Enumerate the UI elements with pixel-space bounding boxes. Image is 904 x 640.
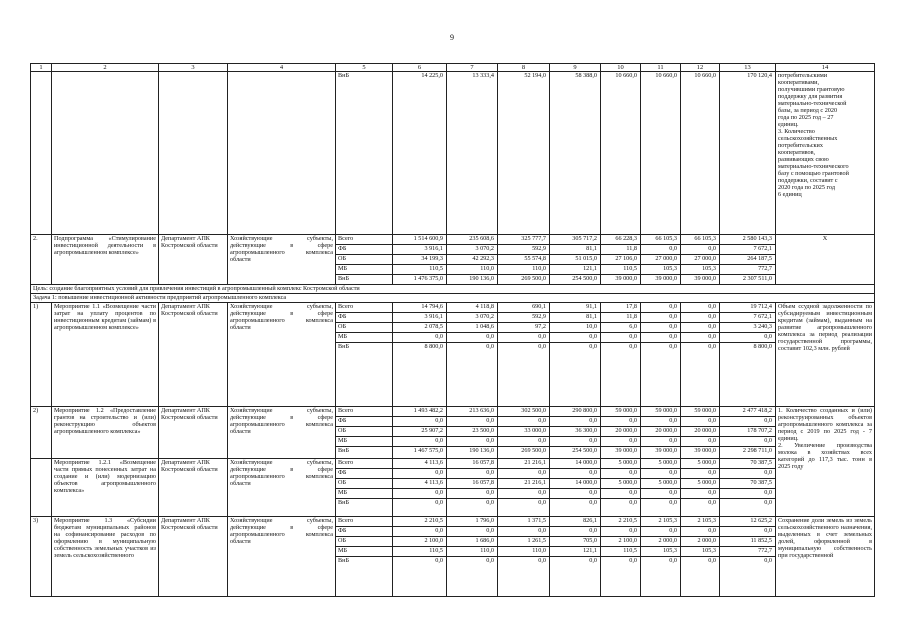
participants: Хозяйствующие субъекты, действующие в сфере агропромышленного комплекса области [228,517,336,597]
value-cell: 2 210,5 [601,517,641,527]
value-cell: 0,0 [447,469,498,479]
source-cell: МБ [336,489,393,499]
value-cell: 0,0 [641,489,681,499]
value-cell: 5 000,0 [681,479,720,489]
value-cell: 55 574,8 [498,255,550,265]
value-cell: 25 907,2 [393,427,447,437]
header-cell: 6 [393,64,447,72]
executor: Департамент АПК Костромской области [159,407,228,459]
value-cell: 110,0 [447,547,498,557]
expected-result: Объем ссудной задолженности по субсидируемым инвестиционным кредитам (займам), выданным на развитие агропромышленного комплекса за период реализации государственной программы, составит 102,3 млн. рублей [776,303,875,407]
value-cell: 0,0 [720,333,776,343]
source-cell: ОБ [336,427,393,437]
value-cell: 0,0 [550,527,601,537]
value-cell: 105,3 [681,547,720,557]
value-cell: 2 105,3 [681,517,720,527]
value-cell: 0,0 [641,557,681,597]
source-cell: ОБ [336,537,393,547]
value-cell: 305 717,2 [550,235,601,245]
goal-text: Цель: создание благоприятных условий для привлечения инвестиций в агропромышленный комплекс Костромской области [31,285,875,294]
value-cell: 0,0 [393,469,447,479]
value-cell: 0,0 [681,527,720,537]
goal-row [31,285,875,294]
value-cell: 0,0 [550,489,601,499]
value-cell: 58 388,0 [550,72,601,235]
value-cell: 3 240,3 [720,323,776,333]
header-cell: 9 [550,64,601,72]
value-cell: 1 493 482,2 [393,407,447,417]
value-cell: 66 105,3 [641,235,681,245]
value-cell: 10 660,0 [601,72,641,235]
value-cell: 1 514 600,9 [393,235,447,245]
value-cell: 3 070,2 [447,313,498,323]
header-cell: 5 [336,64,393,72]
value-cell: 0,0 [720,437,776,447]
value-cell: 5 000,0 [641,459,681,469]
header-cell: 4 [228,64,336,72]
expected-result: потребительскими кооперативами, получившими грантовую поддержку для развития материально-технической базы, за период с 2020 года по 2025 год – 27 единиц. 3. Количество сельскохозяйственных потребительских кооперативов, развивающих свою материально-технического базу с помощью грантовой поддержки, составит с 2020 года по 2025 год 6 единиц [776,72,875,235]
value-cell: 0,0 [681,343,720,407]
measure-name: Мероприятие 1.3 «Субсидии бюджетам муниципальных районов на софинансирование расходов по оформлению в муниципальную собственность земельных участков из земель сельскохозяйственного [52,517,159,597]
value-cell: 0,0 [550,437,601,447]
expected-result: Сохранение доли земель из земель сельскохозяйственного назначения, выделенных в счет земельных долей, оформленной в муниципальную собственность при государственной [776,517,875,597]
header-cell: 1 [31,64,52,72]
participants: Хозяйствующие субъекты, действующие в сфере агропромышленного комплекса области [228,303,336,407]
value-cell: 59 000,0 [641,407,681,417]
value-cell: 0,0 [681,245,720,255]
value-cell: 0,0 [681,557,720,597]
source-cell: ВнБ [336,447,393,459]
executor: Департамент АПК Костромской области [159,235,228,285]
value-cell: 11,8 [601,313,641,323]
value-cell: 1 048,6 [447,323,498,333]
value-cell: 0,0 [393,527,447,537]
row-number: 3) [31,517,52,597]
value-cell: 0,0 [498,557,550,597]
value-cell: 2 105,3 [641,517,681,527]
value-cell: 20 000,0 [681,427,720,437]
source-cell: ФБ [336,245,393,255]
program-table [30,63,875,597]
executor: Департамент АПК Костромской области [159,303,228,407]
value-cell: 0,0 [681,489,720,499]
value-cell: 0,0 [550,557,601,597]
task-row [31,294,875,303]
value-cell: 170 120,4 [720,72,776,235]
value-cell: 0,0 [641,417,681,427]
value-cell: 20 000,0 [641,427,681,437]
value-cell: 826,1 [550,517,601,527]
value-cell: 27 000,0 [681,255,720,265]
value-cell: 59 000,0 [681,407,720,417]
value-cell: 235 608,6 [447,235,498,245]
value-cell: 16 057,8 [447,479,498,489]
value-cell: 0,0 [393,417,447,427]
value-cell: 0,0 [641,333,681,343]
value-cell: 0,0 [393,489,447,499]
measure-name: Мероприятие 1.1 «Возмещение части затрат на уплату процентов по инвестиционным кредитам (займам) в агропромышленном комплексе» [52,303,159,407]
value-cell: 3 916,1 [393,313,447,323]
page-number: 9 [450,33,454,42]
value-cell: 0,0 [550,333,601,343]
source-cell: ФБ [336,313,393,323]
value-cell: 2 000,0 [641,537,681,547]
value-cell: 91,1 [550,303,601,313]
value-cell: 0,0 [601,489,641,499]
source-cell: Всего [336,459,393,469]
value-cell: 36 300,0 [550,427,601,437]
value-cell: 2 298 711,0 [720,447,776,459]
value-cell: 33 000,0 [498,427,550,437]
row-number: 2) [31,407,52,459]
value-cell: 10 660,0 [681,72,720,235]
value-cell: 0,0 [720,469,776,479]
value-cell: 254 500,0 [550,447,601,459]
value-cell: 3 070,2 [447,245,498,255]
value-cell: 705,0 [550,537,601,547]
value-cell: 11,8 [601,245,641,255]
value-cell: 110,0 [447,265,498,275]
value-cell: 0,0 [641,323,681,333]
empty-cell [228,72,336,235]
value-cell: 0,0 [498,489,550,499]
empty-cell [52,72,159,235]
value-cell: 81,1 [550,313,601,323]
participants: Хозяйствующие субъекты, действующие в сфере агропромышленного комплекса области [228,459,336,517]
source-cell: ВнБ [336,72,393,235]
value-cell: 0,0 [720,489,776,499]
value-cell: 2 100,0 [601,537,641,547]
value-cell: 0,0 [641,245,681,255]
value-cell: 0,0 [498,343,550,407]
row-number: 1) [31,303,52,407]
value-cell: 0,0 [641,343,681,407]
value-cell: 105,3 [641,265,681,275]
executor: Департамент АПК Костромской области [159,459,228,517]
source-cell: Всего [336,303,393,313]
value-cell: 34 199,3 [393,255,447,265]
source-cell: ОБ [336,255,393,265]
value-cell: 121,1 [550,547,601,557]
value-cell: 27 000,0 [641,255,681,265]
value-cell: 5 000,0 [681,459,720,469]
value-cell: 190 136,0 [447,447,498,459]
value-cell: 8 800,0 [393,343,447,407]
value-cell: 8 800,0 [720,343,776,407]
value-cell: 0,0 [447,499,498,517]
value-cell: 14 000,0 [550,459,601,469]
value-cell: 0,0 [498,499,550,517]
value-cell: 121,1 [550,265,601,275]
value-cell: 0,0 [641,303,681,313]
value-cell: 0,0 [550,499,601,517]
value-cell: 772,7 [720,547,776,557]
value-cell: 5 000,0 [601,479,641,489]
value-cell: 110,5 [393,265,447,275]
value-cell: 0,0 [447,527,498,537]
value-cell: 0,0 [641,437,681,447]
header-cell: 10 [601,64,641,72]
value-cell: 6,0 [601,323,641,333]
value-cell: 27 106,0 [601,255,641,265]
value-cell: 592,9 [498,245,550,255]
value-cell: 0,0 [447,343,498,407]
value-cell: 97,2 [498,323,550,333]
value-cell: 1 686,0 [447,537,498,547]
value-cell: 39 000,0 [641,447,681,459]
value-cell: 21 216,1 [498,459,550,469]
value-cell: 0,0 [550,343,601,407]
value-cell: 12 625,2 [720,517,776,527]
source-cell: ВнБ [336,275,393,285]
value-cell: 2 078,5 [393,323,447,333]
value-cell: 0,0 [641,313,681,323]
value-cell: 42 292,3 [447,255,498,265]
value-cell: 0,0 [681,499,720,517]
measure-name: Мероприятие 1.2.1 «Возмещение части прямых понесенных затрат на создание и (или) модернизацию объектов агропромышленного комплекса» [52,459,159,517]
value-cell: 0,0 [447,489,498,499]
value-cell: 254 500,0 [550,275,601,285]
executor: Департамент АПК Костромской области [159,517,228,597]
value-cell: 0,0 [641,499,681,517]
value-cell: 81,1 [550,245,601,255]
value-cell: 0,0 [720,527,776,537]
value-cell: 3 916,1 [393,245,447,255]
value-cell: 0,0 [498,333,550,343]
value-cell: 0,0 [681,417,720,427]
value-cell: 0,0 [601,333,641,343]
source-cell: МБ [336,437,393,447]
value-cell: 0,0 [447,557,498,597]
value-cell: 269 500,0 [498,275,550,285]
source-cell: МБ [336,547,393,557]
value-cell: 70 387,5 [720,479,776,489]
value-cell: 0,0 [601,417,641,427]
value-cell: 10 660,0 [641,72,681,235]
value-cell: 290 800,0 [550,407,601,417]
value-cell: 2 100,0 [393,537,447,547]
value-cell: 2 307 511,0 [720,275,776,285]
value-cell: 7 672,1 [720,245,776,255]
header-cell: 12 [681,64,720,72]
value-cell: 7 672,1 [720,313,776,323]
value-cell: 4 118,8 [447,303,498,313]
value-cell: 0,0 [393,333,447,343]
value-cell: 66 105,3 [681,235,720,245]
value-cell: 0,0 [498,437,550,447]
value-cell: 20 000,0 [601,427,641,437]
value-cell: 0,0 [681,437,720,447]
value-cell: 105,3 [641,547,681,557]
value-cell: 1 371,5 [498,517,550,527]
value-cell: 0,0 [550,417,601,427]
value-cell: 0,0 [393,437,447,447]
value-cell: 4 113,6 [393,479,447,489]
value-cell: 4 113,6 [393,459,447,469]
budget-row [31,517,875,527]
budget-row [31,459,875,469]
value-cell: 0,0 [681,333,720,343]
header-cell: 14 [776,64,875,72]
value-cell: 1 467 575,0 [393,447,447,459]
value-cell: 1 796,0 [447,517,498,527]
source-cell: ФБ [336,469,393,479]
value-cell: 0,0 [550,469,601,479]
header-cell: 3 [159,64,228,72]
value-cell: 110,0 [498,547,550,557]
expected-result: 1. Количество созданных и (или) реконструированных объектов агропромышленного комплекса за период с 2019 по 2025 год - 7 единиц. 2. Увеличение производства молока в хозяйствах всех категорий до 117,3 тыс. тонн в 2025 году [776,407,875,517]
value-cell: 39 000,0 [681,275,720,285]
value-cell: 110,5 [393,547,447,557]
value-cell: 5 000,0 [641,479,681,489]
value-cell: 0,0 [601,557,641,597]
value-cell: 0,0 [447,333,498,343]
source-cell: Всего [336,235,393,245]
value-cell: 11 852,5 [720,537,776,547]
value-cell: 0,0 [641,469,681,479]
value-cell: 0,0 [681,303,720,313]
value-cell: 190 136,0 [447,275,498,285]
value-cell: 14 794,6 [393,303,447,313]
source-cell: Всего [336,517,393,527]
value-cell: 0,0 [601,437,641,447]
value-cell: 0,0 [720,417,776,427]
measure-name: Мероприятие 1.2 «Предоставление грантов на строительство и (или) реконструкцию объектов агропромышленного комплекса» [52,407,159,459]
value-cell: 0,0 [641,527,681,537]
source-cell: ФБ [336,417,393,427]
value-cell: 51 015,0 [550,255,601,265]
value-cell: 23 500,0 [447,427,498,437]
source-cell: ОБ [336,323,393,333]
value-cell: 325 777,7 [498,235,550,245]
expected-result: Х [776,235,875,285]
task-text: Задача 1: повышение инвестиционной активности предприятий агропромышленного комплекса [31,294,875,303]
value-cell: 690,1 [498,303,550,313]
value-cell: 0,0 [447,417,498,427]
value-cell: 0,0 [498,417,550,427]
header-cell: 2 [52,64,159,72]
value-cell: 592,9 [498,313,550,323]
participants: Хозяйствующие субъекты, действующие в сфере агропромышленного комплекса области [228,235,336,285]
value-cell: 0,0 [681,323,720,333]
empty-cell [159,72,228,235]
value-cell: 772,7 [720,265,776,275]
continuation-row [31,72,875,235]
value-cell: 1 261,5 [498,537,550,547]
row-number [31,459,52,517]
value-cell: 39 000,0 [601,447,641,459]
value-cell: 2 580 143,3 [720,235,776,245]
value-cell: 0,0 [681,313,720,323]
budget-row [31,407,875,417]
source-cell: МБ [336,265,393,275]
source-cell: Всего [336,407,393,417]
value-cell: 16 057,8 [447,459,498,469]
value-cell: 0,0 [601,499,641,517]
value-cell: 1 476 375,0 [393,275,447,285]
budget-row [31,303,875,313]
value-cell: 213 636,0 [447,407,498,417]
value-cell: 14 225,0 [393,72,447,235]
value-cell: 39 000,0 [641,275,681,285]
row-number: 2. [31,235,52,285]
value-cell: 110,5 [601,265,641,275]
source-cell: ВнБ [336,343,393,407]
value-cell: 105,3 [681,265,720,275]
value-cell: 19 712,4 [720,303,776,313]
value-cell: 302 500,0 [498,407,550,417]
source-cell: МБ [336,333,393,343]
source-cell: ВнБ [336,557,393,597]
header-cell: 11 [641,64,681,72]
source-cell: ФБ [336,527,393,537]
value-cell: 0,0 [681,469,720,479]
value-cell: 0,0 [447,437,498,447]
value-cell: 0,0 [720,557,776,597]
value-cell: 0,0 [601,527,641,537]
budget-row [31,235,875,245]
value-cell: 0,0 [601,343,641,407]
value-cell: 17,8 [601,303,641,313]
value-cell: 70 387,5 [720,459,776,469]
value-cell: 110,5 [601,547,641,557]
value-cell: 21 216,1 [498,479,550,489]
header-cell: 13 [720,64,776,72]
header-cell: 8 [498,64,550,72]
value-cell: 0,0 [498,469,550,479]
value-cell: 0,0 [393,557,447,597]
source-cell: ОБ [336,479,393,489]
value-cell: 2 000,0 [681,537,720,547]
value-cell: 2 477 418,2 [720,407,776,417]
value-cell: 39 000,0 [601,275,641,285]
value-cell: 269 500,0 [498,447,550,459]
value-cell: 52 194,0 [498,72,550,235]
value-cell: 66 228,3 [601,235,641,245]
header-cell: 7 [447,64,498,72]
value-cell: 2 210,5 [393,517,447,527]
value-cell: 264 187,5 [720,255,776,265]
value-cell: 59 000,0 [601,407,641,417]
value-cell: 14 000,0 [550,479,601,489]
measure-name: Подпрограмма «Стимулирование инвестиционной деятельности в агропромышленном комплексе» [52,235,159,285]
value-cell: 178 707,2 [720,427,776,437]
header-row [31,64,875,72]
value-cell: 13 333,4 [447,72,498,235]
empty-cell [31,72,52,235]
source-cell: ВнБ [336,499,393,517]
value-cell: 110,0 [498,265,550,275]
value-cell: 0,0 [393,499,447,517]
value-cell: 0,0 [498,527,550,537]
value-cell: 5 000,0 [601,459,641,469]
value-cell: 0,0 [720,499,776,517]
value-cell: 39 000,0 [681,447,720,459]
participants: Хозяйствующие субъекты, действующие в сфере агропромышленного комплекса области [228,407,336,459]
value-cell: 0,0 [601,469,641,479]
value-cell: 10,0 [550,323,601,333]
